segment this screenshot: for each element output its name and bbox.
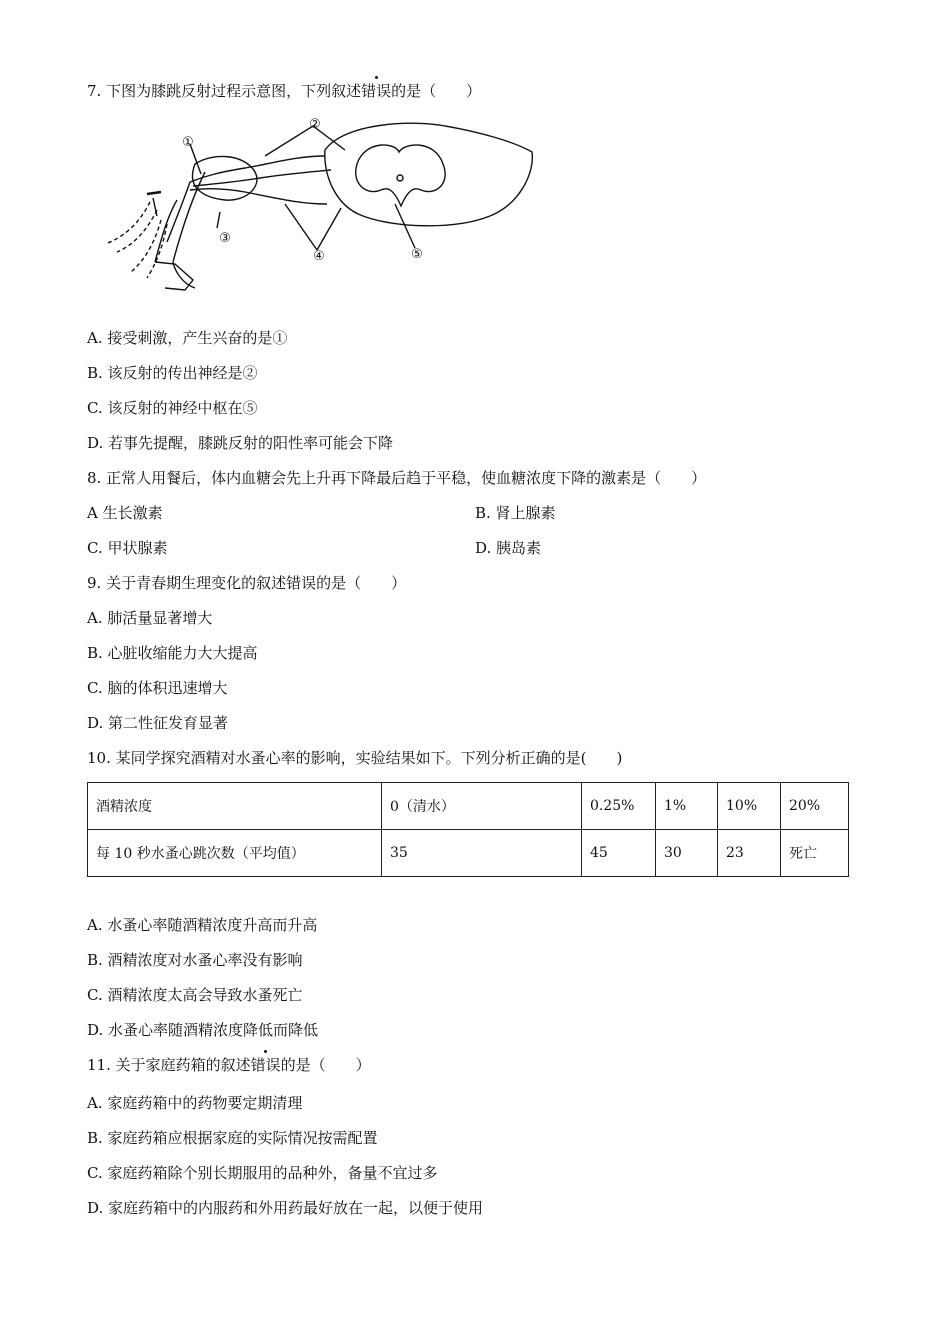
label-4: ④ xyxy=(313,249,325,264)
q8-option-a: A 生长激素 xyxy=(87,504,163,522)
q8-stem: 8. 正常人用餐后，体内血糖会先上升再下降最后趋于平稳，使血糖浓度下降的激素是（ ） xyxy=(87,469,707,487)
q7-option-d: D. 若事先提醒，膝跳反射的阳性率可能会下降 xyxy=(87,434,394,452)
q7-stem xyxy=(87,81,481,101)
table-cell: 35 xyxy=(382,830,582,877)
alcohol-heartrate-table xyxy=(87,782,849,877)
q11-stem-tail: 的是（ ） xyxy=(280,1056,371,1074)
label-3: ③ xyxy=(219,231,231,246)
table-cell: 10% xyxy=(718,783,781,830)
q10-option-a: A. 水蚤心率随酒精浓度升高而升高 xyxy=(87,916,318,934)
q7-stem-tail: 的是（ ） xyxy=(391,82,482,100)
table-cell: 0（清水） xyxy=(382,783,582,830)
table-cell: 每 10 秒水蚤心跳次数（平均值） xyxy=(88,830,382,877)
label-1: ① xyxy=(182,135,194,150)
table-row xyxy=(88,830,849,877)
q9-option-d: D. 第二性征发育显著 xyxy=(87,714,229,732)
table-cell: 20% xyxy=(781,783,849,830)
table-row xyxy=(88,783,849,830)
q11-stem xyxy=(87,1055,371,1075)
q7-option-a: A. 接受刺激，产生兴奋的是① xyxy=(87,329,288,347)
q10-option-c: C. 酒精浓度太高会导致水蚤死亡 xyxy=(87,986,303,1004)
table-cell: 1% xyxy=(656,783,718,830)
q7-option-c: C. 该反射的神经中枢在⑤ xyxy=(87,399,258,417)
q9-option-c: C. 脑的体积迅速增大 xyxy=(87,679,228,697)
q8-option-c: C. 甲状腺素 xyxy=(87,539,168,557)
q11-option-a: A. 家庭药箱中的药物要定期清理 xyxy=(87,1094,303,1112)
q7-option-b: B. 该反射的传出神经是② xyxy=(87,364,258,382)
q10-stem: 10. 某同学探究酒精对水蚤心率的影响，实验结果如下。下列分析正确的是( ) xyxy=(87,749,623,767)
knee-jerk-reflex-diagram xyxy=(95,112,535,302)
q8-option-d: D. 胰岛素 xyxy=(475,539,542,557)
q11-option-c: C. 家庭药箱除个别长期服用的品种外，备量不宜过多 xyxy=(87,1164,438,1182)
table-cell: 0.25% xyxy=(582,783,656,830)
label-2: ② xyxy=(309,117,321,132)
q11-option-b: B. 家庭药箱应根据家庭的实际情况按需配置 xyxy=(87,1129,378,1147)
table-cell: 45 xyxy=(582,830,656,877)
q11-option-d: D. 家庭药箱中的内服药和外用药最好放在一起，以便于使用 xyxy=(87,1199,484,1217)
q7-stem-emphasis: 错误 xyxy=(361,82,392,100)
q10-option-b: B. 酒精浓度对水蚤心率没有影响 xyxy=(87,951,303,969)
table-cell: 30 xyxy=(656,830,718,877)
q9-option-b: B. 心脏收缩能力大大提高 xyxy=(87,644,258,662)
label-5: ⑤ xyxy=(411,247,423,262)
table-cell: 酒精浓度 xyxy=(88,783,382,830)
q9-stem: 9. 关于青春期生理变化的叙述错误的是（ ） xyxy=(87,574,407,592)
q10-option-d: D. 水蚤心率随酒精浓度降低而降低 xyxy=(87,1021,319,1039)
q7-stem-text: 7. 下图为膝跳反射过程示意图，下列叙述 xyxy=(87,82,362,100)
q8-option-b: B. 肾上腺素 xyxy=(475,504,556,522)
table-cell: 23 xyxy=(718,830,781,877)
q11-stem-text: 11. 关于家庭药箱的叙述 xyxy=(87,1056,251,1074)
q9-option-a: A. 肺活量显著增大 xyxy=(87,609,213,627)
table-cell: 死亡 xyxy=(781,830,849,877)
q11-stem-emphasis: 错误 xyxy=(250,1056,281,1074)
